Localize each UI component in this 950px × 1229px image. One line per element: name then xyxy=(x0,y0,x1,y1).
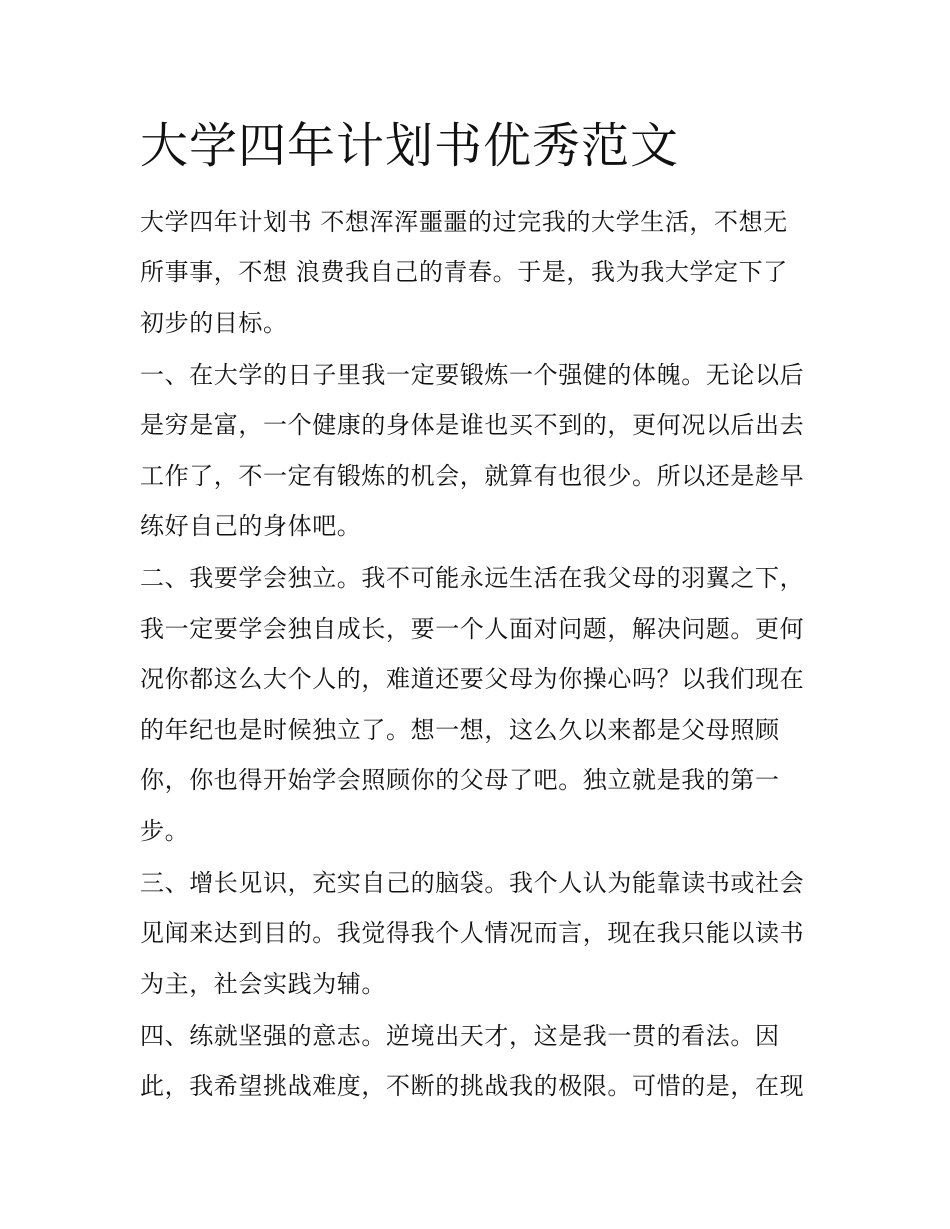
body-line: 你，你也得开始学会照顾你的父母了吧。独立就是我的第一 xyxy=(140,766,780,794)
body-line: 练好自己的身体吧。 xyxy=(140,512,362,540)
body-line: 见闻来达到目的。我觉得我个人情况而言，现在我只能以读书 xyxy=(140,919,805,947)
body-line: 四、练就坚强的意志。逆境出天才，这是我一贯的看法。因 xyxy=(140,1022,780,1050)
body-line: 我一定要学会独自成长，要一个人面对问题，解决问题。更何 xyxy=(140,615,805,643)
body-line: 是穷是富，一个健康的身体是谁也买不到的，更何况以后出去 xyxy=(140,411,805,439)
body-line: 初步的目标。 xyxy=(140,309,288,337)
body-line: 三、增长见识，充实自己的脑袋。我个人认为能靠读书或社会 xyxy=(140,869,805,897)
body-line: 二、我要学会独立。我不可能永远生活在我父母的羽翼之下， xyxy=(140,564,805,592)
body-line: 此，我希望挑战难度，不断的挑战我的极限。可惜的是，在现 xyxy=(140,1072,805,1100)
body-line: 步。 xyxy=(140,817,190,845)
body-line: 况你都这么大个人的，难道还要父母为你操心吗？以我们现在 xyxy=(140,665,805,693)
body-line: 工作了，不一定有锻炼的机会，就算有也很少。所以还是趁早 xyxy=(140,462,805,490)
body-line: 为主，社会实践为辅。 xyxy=(140,970,386,998)
body-line: 的年纪也是时候独立了。想一想，这么久以来都是父母照顾 xyxy=(140,716,780,744)
document-title: 大学四年计划书优秀范文 xyxy=(140,118,680,174)
body-line: 所事事，不想 浪费我自己的青春。于是，我为我大学定下了 xyxy=(140,258,788,286)
body-line: 大学四年计划书 不想浑浑噩噩的过完我的大学生活，不想无 xyxy=(140,208,788,236)
body-line: 一、在大学的日子里我一定要锻炼一个强健的体魄。无论以后 xyxy=(140,361,805,389)
